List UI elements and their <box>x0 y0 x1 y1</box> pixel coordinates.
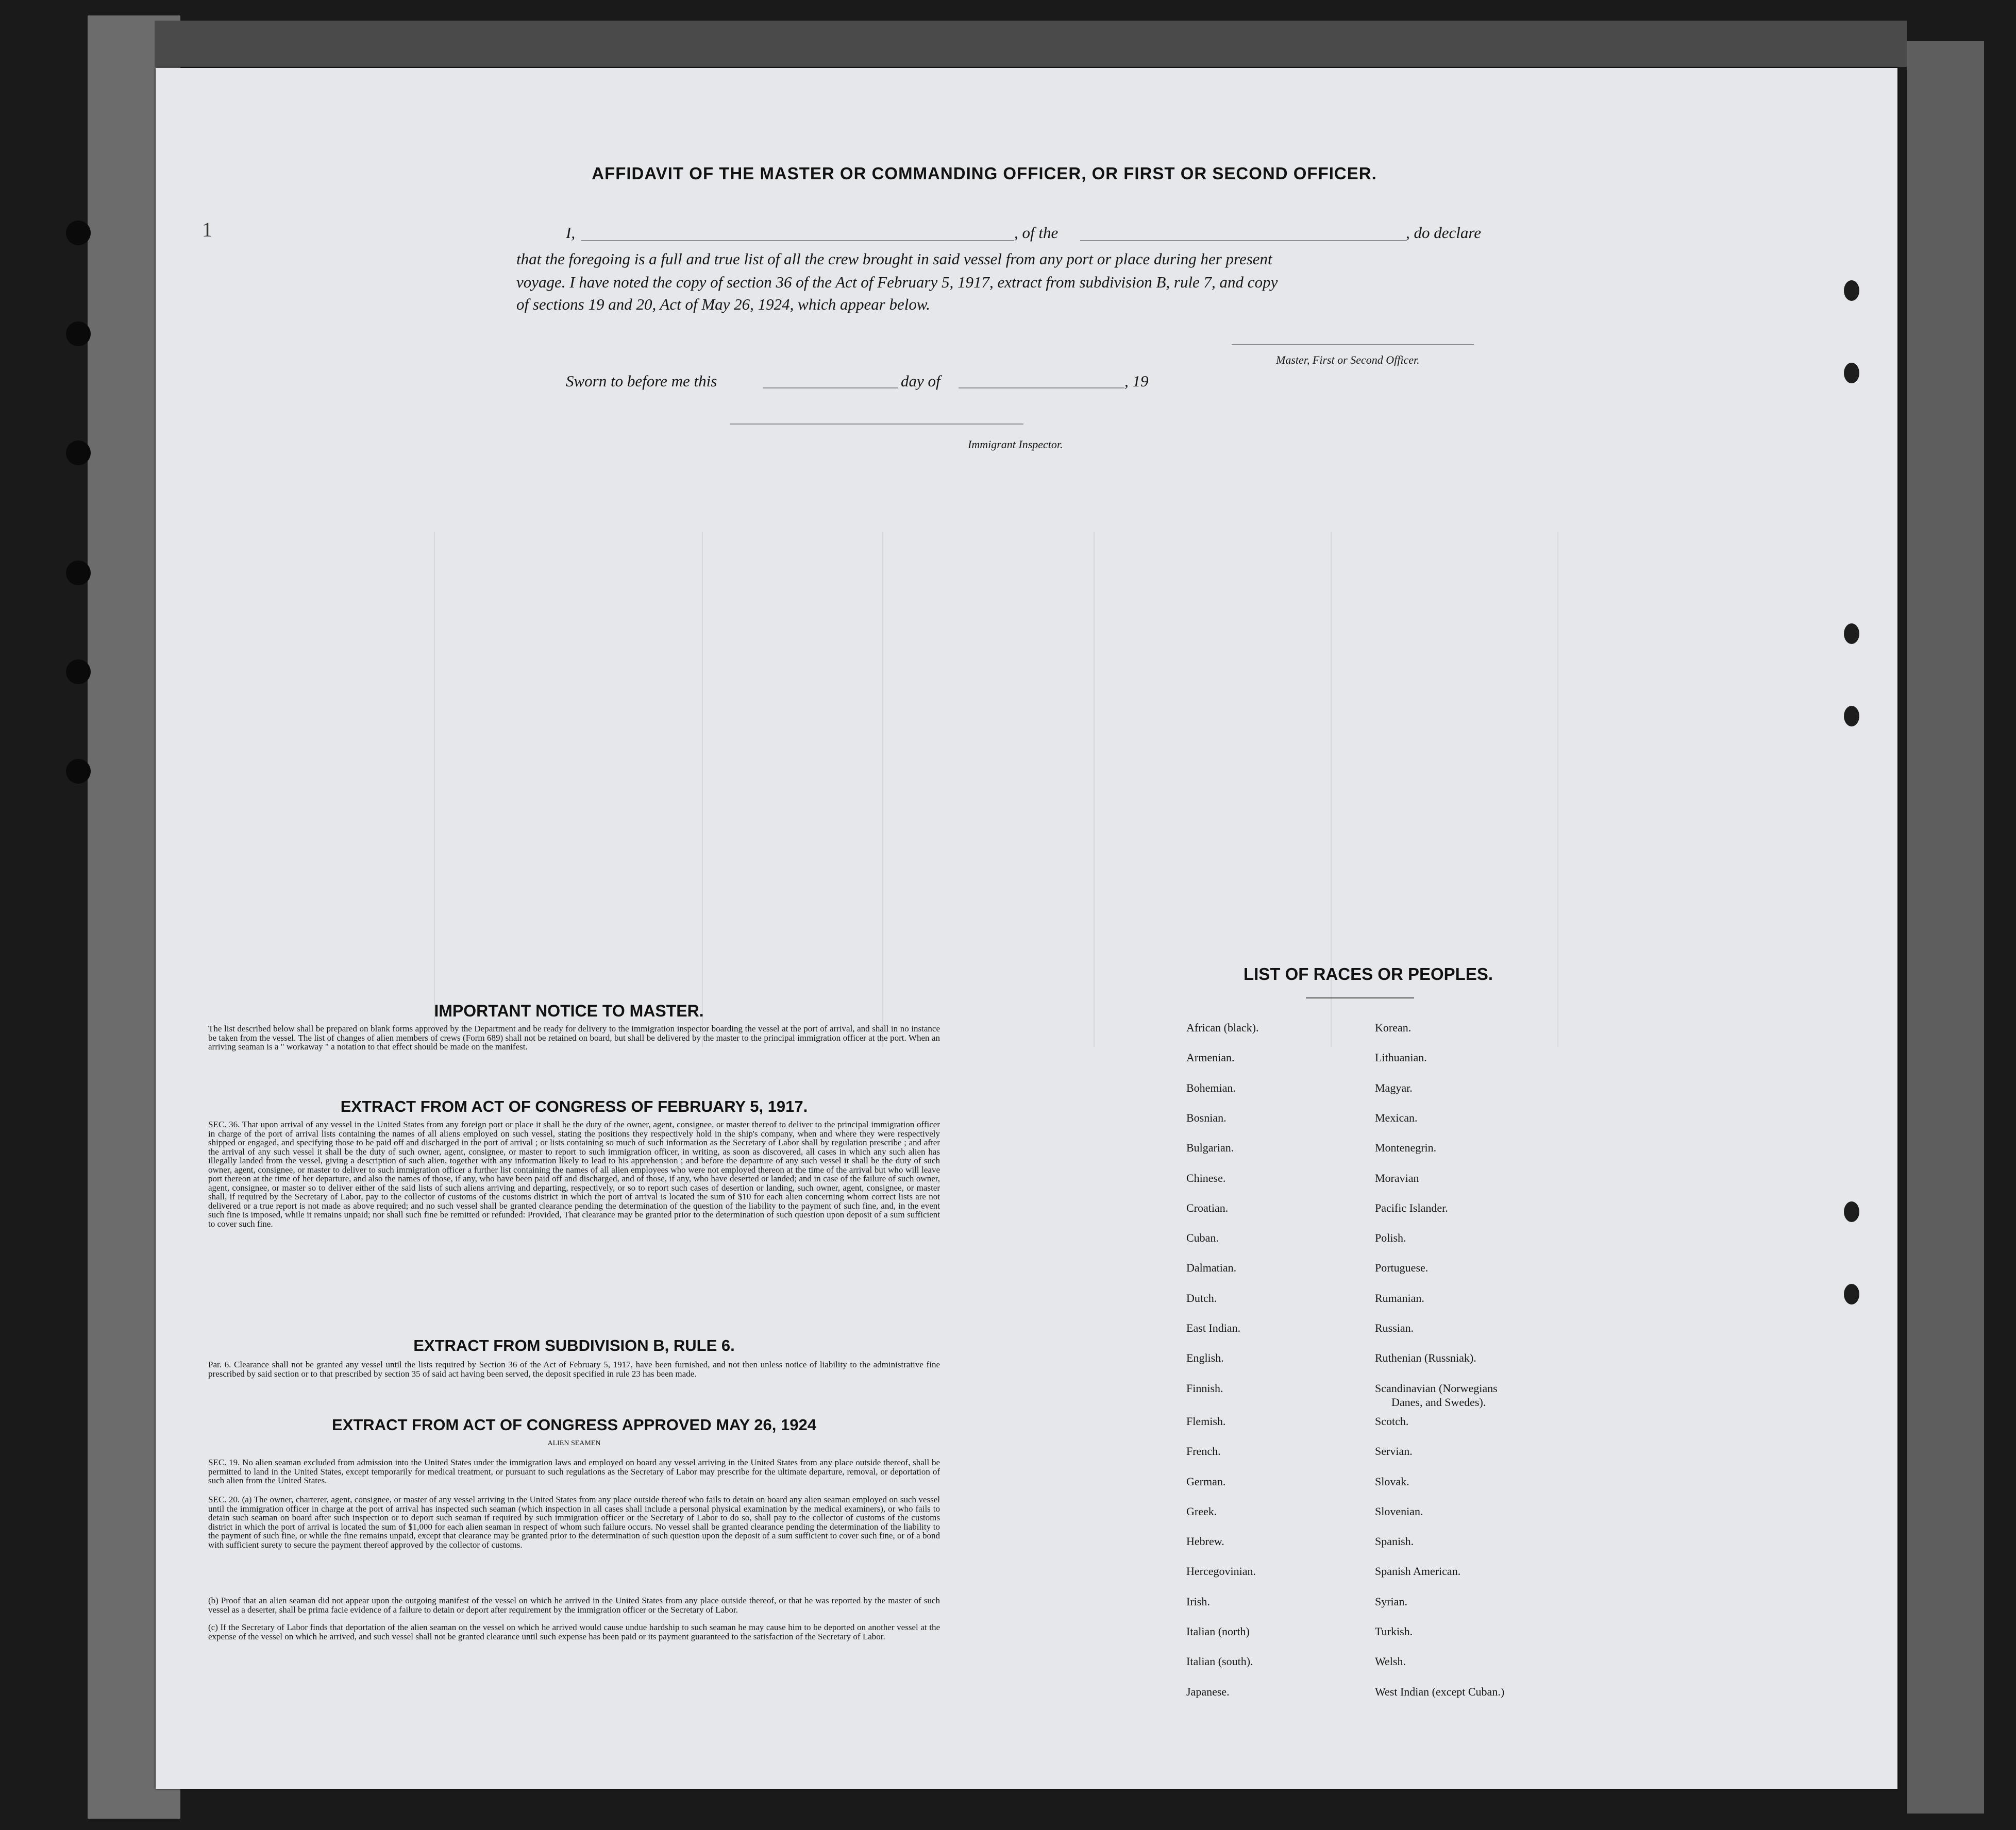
race-item: Cuban. <box>1186 1231 1219 1245</box>
sworn-year: , 19 <box>1124 372 1149 390</box>
inspector-signature-line <box>730 423 1023 425</box>
race-item: Japanese. <box>1186 1685 1230 1698</box>
punch-hole <box>1844 363 1859 383</box>
race-item: Montenegrin. <box>1375 1141 1437 1155</box>
extract-rule6-title: EXTRACT FROM SUBDIVISION B, RULE 6. <box>413 1336 735 1354</box>
backing-sheet-right <box>1907 41 1984 1814</box>
race-item: Bosnian. <box>1186 1111 1227 1124</box>
extract-1924-sec19: SEC. 19. No alien seaman excluded from admission into the United States under the immigration laws and employed on board any vessel arriving in the United States from any place outside thereof, shall be permitted to land in the United States, except temporarily for medical treatment, or pursuant to such regulations as the Secretary of Labor may prescribe for the ultimate departure, removal, or deportation of such alien from the United States. <box>208 1458 940 1485</box>
extract-1924-sec20a: SEC. 20. (a) The owner, charterer, agent, consignee, or master of any vessel arriving in the United States from any place outside thereof who fails to detain on board any alien seaman employed on such vessel until the immigration officer in charge at the port of arrival has inspected such seaman (which inspection in all cases shall include a personal physical examination by the medical examiners), or who fails to detain such seaman on board after such inspection or to deport such seaman if required by such immigration officer or the Secretary of Labor to do so, shall pay to the collector of customs of the customs district in which the port of arrival is located the sum of $1,000 for each alien seaman in respect of whom such failure occurs. No vessel shall be granted clearance pending the determination of the liability to the payment of such fine, or while the fine remains unpaid, except that clearance may be granted prior to the determination of such question upon the deposit of a sum sufficient to cover such fine, or of a bond with sufficient surety to secure the payment thereof approved by the collector of customs. <box>208 1495 940 1550</box>
extract-1917-title: EXTRACT FROM ACT OF CONGRESS OF FEBRUARY 5, 1917. <box>340 1097 808 1115</box>
race-item: Syrian. <box>1375 1595 1407 1608</box>
race-item: German. <box>1186 1475 1226 1488</box>
race-item: Armenian. <box>1186 1051 1235 1064</box>
punch-hole <box>66 440 91 465</box>
race-item: African (black). <box>1186 1021 1259 1034</box>
race-item: Dutch. <box>1186 1291 1217 1304</box>
punch-hole <box>66 561 91 585</box>
race-item: Turkish. <box>1375 1625 1413 1638</box>
punch-hole <box>66 221 91 245</box>
race-item: Flemish. <box>1186 1414 1226 1428</box>
race-item: East Indian. <box>1186 1321 1241 1334</box>
race-item: Korean. <box>1375 1021 1412 1034</box>
race-item: Bohemian. <box>1186 1081 1236 1094</box>
races-title-rule <box>1306 997 1414 998</box>
race-item: Bulgarian. <box>1186 1141 1234 1155</box>
punch-hole <box>1844 1201 1859 1222</box>
punch-hole <box>1844 706 1859 726</box>
punch-hole <box>66 659 91 684</box>
race-item: Magyar. <box>1375 1081 1413 1094</box>
alien-seamen-subtitle: ALIEN SEAMEN <box>547 1439 601 1447</box>
race-item: Finnish. <box>1186 1381 1223 1395</box>
affidavit-line-3: voyage. I have noted the copy of section 36 of the Act of February 5, 1917, extract from subdivision B, rule 7, and copy <box>516 273 1278 291</box>
race-item: French. <box>1186 1445 1221 1458</box>
inspector-label: Immigrant Inspector. <box>968 438 1063 451</box>
signature-line <box>1232 344 1474 345</box>
race-item: Chinese. <box>1186 1171 1226 1184</box>
day-blank <box>763 387 898 388</box>
extract-1924-title: EXTRACT FROM ACT OF CONGRESS APPROVED MAY 26, 1924 <box>332 1416 816 1434</box>
name-blank <box>581 240 1014 241</box>
race-item: Italian (north) <box>1186 1625 1250 1638</box>
race-item: Russian. <box>1375 1321 1414 1334</box>
race-item: Slovak. <box>1375 1475 1409 1488</box>
extract-1917-text: SEC. 36. That upon arrival of any vessel in the United States from any foreign port or place it shall be the duty of the owner, agent, consignee, or master thereof to deliver to the principal immigration officer in charge of the port of arrival lists containing the names of all aliens employed on such vessel, stating the positions they respectively hold in the ship's company, when and where they were respectively shipped or engaged, and specifying those to be paid off and discharged in the port of arrival ; or lists containing so much of such information as the Secretary of Labor shall by regulation prescribe ; and after the arrival of any such vessel it shall be the duty of such owner, agent, consignee, or master to report to such immigration officer, in writing, as soon as discovered, all cases in which any such alien has illegally landed from the vessel, giving a description of such alien, together with any information likely to lead to his apprehension ; and before the departure of any such vessel it shall be the duty of such owner, agent, consignee, or master to deliver to such immigration officer a further list containing the names of all alien employees who were not employed thereon at the time of the arrival but who will leave port thereon at the time of her departure, and also the names of those, if any, who have been paid off and discharged, and of those, if any, who have deserted or landed; and in case of the failure of such owner, agent, consignee, or master so to deliver either of the said lists of such aliens arriving and departing, respectively, or so to report such cases of desertion or landing, such owner, agent, consignee, or master shall, if required by the Secretary of Labor, pay to the collector of customs of the customs district in which the port of arrival is located the sum of $10 for each alien concerning whom correct lists are not delivered or a true report is not made as above required; and no such vessel shall be granted clearance pending the determination of the question of the liability to the payment of such fine, and, in the event such fine is imposed, while it remains unpaid; nor shall such fine be remitted or refunded: Provided, That clearance may be granted prior to the determination of such question upon deposit of a sum sufficient to cover such fine. <box>208 1120 940 1229</box>
bleed-through-rule <box>882 532 883 1047</box>
race-item: Spanish American. <box>1375 1565 1461 1578</box>
race-item: Lithuanian. <box>1375 1051 1427 1064</box>
margin-mark: 1 <box>202 218 212 241</box>
punch-hole <box>1844 280 1859 301</box>
punch-hole <box>66 759 91 784</box>
bleed-through-rule <box>434 532 435 1047</box>
bleed-through-rule <box>1557 532 1558 1047</box>
race-item: Ruthenian (Russniak). <box>1375 1351 1476 1365</box>
race-item: Scandinavian (Norwegians <box>1375 1381 1498 1395</box>
notice-text: The list described below shall be prepared on blank forms approved by the Department and be ready for delivery to the immigration inspector boarding the vessel at the port of arrival, and shall in no instance be taken from the vessel. The list of changes of alien members of crews (Form 689) shall not be retained on board, but shall be delivered by the master to the principal immigration officer at the port. When an arriving seaman is a " workaway " a notation to that effect should be made on the manifest. <box>208 1024 940 1052</box>
punch-hole <box>1844 623 1859 644</box>
affidavit-title: AFFIDAVIT OF THE MASTER OR COMMANDING OFFICER, OR FIRST OR SECOND OFFICER. <box>592 164 1377 183</box>
race-item: Hebrew. <box>1186 1535 1224 1548</box>
race-item: Italian (south). <box>1186 1655 1253 1668</box>
race-item: Hercegovinian. <box>1186 1565 1256 1578</box>
punch-hole <box>1844 1284 1859 1304</box>
extract-1924-sec20c: (c) If the Secretary of Labor finds that deportation of the alien seaman on the vessel on which he arrived would cause undue hardship to such seaman he may cause him to be deported on another vessel at the expense of the vessel on which he arrived, and such vessel shall not be granted clearance until such expense has been paid or its payment guaranteed to the satisfaction of the Secretary of Labor. <box>208 1622 940 1641</box>
race-item: Scotch. <box>1375 1414 1409 1428</box>
affidavit-of-the: , of the <box>1014 224 1059 242</box>
race-item: Spanish. <box>1375 1535 1414 1548</box>
bleed-through-rule <box>702 532 703 1047</box>
vessel-blank <box>1080 240 1406 241</box>
punch-hole <box>66 321 91 346</box>
race-item-continuation: Danes, and Swedes). <box>1391 1395 1486 1409</box>
extract-rule6-text: Par. 6. Clearance shall not be granted any vessel until the lists required by Section 36 of the Act of February 5, 1917, have been furnished, and not then unless notice of liability to the administrative fine prescribed by said section or to that prescribed by section 35 of said act having been served, the deposit specified in rule 23 has been made. <box>208 1360 940 1379</box>
affidavit-i: I, <box>566 224 576 242</box>
race-item: Croatian. <box>1186 1201 1229 1214</box>
sworn-day-of: day of <box>901 372 940 390</box>
race-item: Portuguese. <box>1375 1261 1429 1275</box>
bleed-through-rule <box>1094 532 1095 1047</box>
race-item: Moravian <box>1375 1171 1419 1184</box>
race-item: Greek. <box>1186 1504 1217 1518</box>
race-item: Slovenian. <box>1375 1504 1423 1518</box>
race-item: Welsh. <box>1375 1655 1406 1668</box>
sworn-before: Sworn to before me this <box>566 372 717 390</box>
month-blank <box>959 387 1124 388</box>
extract-1924-sec20b: (b) Proof that an alien seaman did not appear upon the outgoing manifest of the vessel on which he arrived in the United States from any place outside thereof, or that he was reported by the master of such vessel as a deserter, shall be prima facie evidence of a failure to detain or deport after requirement by the immigration officer or the Secretary of Labor. <box>208 1596 940 1615</box>
race-item: Pacific Islander. <box>1375 1201 1448 1214</box>
race-item: West Indian (except Cuban.) <box>1375 1685 1505 1698</box>
race-item: English. <box>1186 1351 1224 1365</box>
affidavit-line-4: of sections 19 and 20, Act of May 26, 1924, which appear below. <box>516 295 931 313</box>
race-item: Polish. <box>1375 1231 1406 1245</box>
race-item: Irish. <box>1186 1595 1210 1608</box>
race-item: Servian. <box>1375 1445 1413 1458</box>
race-item: Dalmatian. <box>1186 1261 1237 1275</box>
affidavit-do-declare: , do declare <box>1406 224 1482 242</box>
affidavit-line-2: that the foregoing is a full and true list of all the crew brought in said vessel from any port or place during her present <box>516 250 1272 268</box>
backing-sheet-top <box>155 21 1907 67</box>
race-item: Mexican. <box>1375 1111 1418 1124</box>
race-item: Rumanian. <box>1375 1291 1424 1304</box>
signature-label: Master, First or Second Officer. <box>1276 353 1420 366</box>
races-title: LIST OF RACES OR PEOPLES. <box>1243 964 1493 984</box>
notice-title: IMPORTANT NOTICE TO MASTER. <box>434 1002 704 1020</box>
